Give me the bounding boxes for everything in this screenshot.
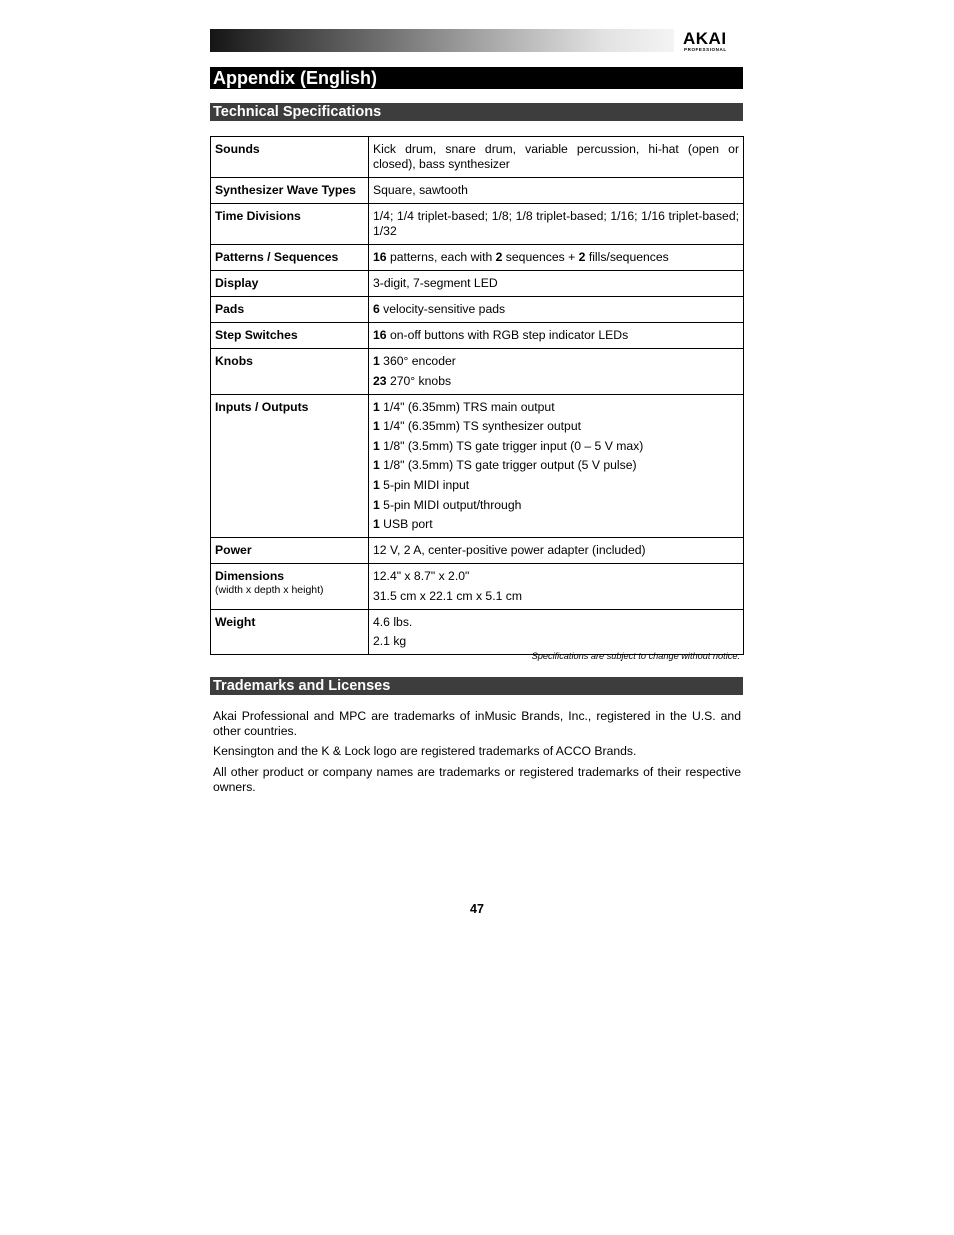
- spec-value-cell: [369, 564, 744, 610]
- spec-quantity: 1: [373, 477, 380, 492]
- spec-value-line: [373, 615, 739, 630]
- table-row: [211, 178, 744, 204]
- section-title: Technical Specifications: [213, 104, 382, 120]
- trademark-paragraph: Akai Professional and MPC are trademarks of inMusic Brands, Inc., registered in the U.S. and other countries.: [213, 709, 741, 738]
- akai-professional-logo: [683, 30, 741, 50]
- spec-quantity: 16: [373, 250, 387, 264]
- table-row: [211, 271, 744, 297]
- spec-text: 5-pin MIDI input: [379, 477, 470, 492]
- table-row: [211, 245, 744, 271]
- spec-quantity: 23: [373, 373, 387, 388]
- spec-quantity: 2: [495, 250, 503, 264]
- spec-quantity: 1: [373, 438, 380, 453]
- spec-text: 1/8" (3.5mm) TS gate trigger input (0 – 5 V max): [379, 438, 644, 453]
- spec-text: 5-pin MIDI output/through: [379, 497, 522, 512]
- spec-value-line: [373, 458, 739, 473]
- spec-text: 12 V, 2 A, center-positive power adapter (included): [373, 543, 646, 558]
- spec-quantity: 1: [373, 497, 380, 512]
- spec-quantity: 2: [578, 250, 586, 264]
- spec-label: Synthesizer Wave Types: [215, 183, 356, 197]
- spec-value-line: [373, 543, 739, 558]
- spec-quantity: 1: [373, 419, 380, 434]
- table-row: [211, 137, 744, 178]
- page-title-bar: [210, 67, 743, 89]
- trademark-paragraph: Kensington and the K & Lock logo are registered trademarks of ACCO Brands.: [213, 744, 637, 758]
- table-row: [211, 564, 744, 610]
- spec-value-line: [373, 354, 739, 369]
- spec-text: 1/8" (3.5mm) TS gate trigger output (5 V pulse): [379, 458, 637, 473]
- spec-sublabel: (width x depth x height): [215, 584, 324, 597]
- spec-quantity: 1: [373, 458, 380, 473]
- spec-value-cell: [369, 394, 744, 538]
- spec-value-cell: [369, 609, 744, 655]
- spec-label-cell: [211, 271, 369, 297]
- table-row: [211, 394, 744, 538]
- section-heading-trademarks: [210, 677, 743, 695]
- spec-text: sequences +: [502, 250, 579, 264]
- spec-label: Inputs / Outputs: [215, 399, 309, 414]
- logo-subtitle: PROFESSIONAL: [684, 47, 727, 52]
- specs-table: [210, 136, 744, 655]
- spec-quantity: 16: [373, 328, 387, 342]
- page-title: Appendix (English): [213, 68, 377, 88]
- spec-note: Specifications are subject to change without notice.: [531, 651, 740, 661]
- spec-label: Knobs: [215, 354, 253, 368]
- spec-text: 1/4" (6.35mm) TS synthesizer output: [379, 419, 581, 434]
- spec-value-line: [373, 589, 739, 604]
- spec-label-cell: [211, 178, 369, 204]
- spec-value-cell: [369, 245, 744, 271]
- spec-value-line: [373, 419, 739, 434]
- spec-label: Display: [215, 276, 259, 290]
- spec-label: Patterns / Sequences: [215, 250, 339, 264]
- spec-value-cell: [369, 538, 744, 564]
- spec-value-line: [373, 517, 739, 532]
- spec-quantity: 1: [373, 399, 380, 414]
- spec-label-cell: [211, 609, 369, 655]
- spec-text: Square, sawtooth: [373, 183, 468, 197]
- spec-value-line: [373, 400, 739, 415]
- spec-label-cell: [211, 245, 369, 271]
- spec-label: Dimensions: [215, 569, 285, 584]
- spec-value-cell: [369, 137, 744, 178]
- spec-value-cell: [369, 271, 744, 297]
- spec-value-line: [373, 328, 739, 343]
- spec-text: 1/4; 1/4 triplet-based; 1/8; 1/8 triplet-based; 1/16; 1/16 triplet-based; 1/32: [373, 209, 739, 238]
- spec-value-line: [373, 634, 739, 649]
- spec-value-line: [373, 478, 739, 493]
- spec-value-line: [373, 209, 739, 239]
- spec-text: 2.1 kg: [373, 634, 407, 649]
- spec-label-cell: [211, 323, 369, 349]
- spec-label: Time Divisions: [215, 209, 301, 223]
- header-gradient-bar: [210, 29, 674, 52]
- spec-label-cell: [211, 394, 369, 538]
- table-row: [211, 204, 744, 245]
- spec-text: fills/sequences: [585, 250, 669, 264]
- page-number: 47: [470, 902, 484, 916]
- table-row: [211, 609, 744, 655]
- spec-text: 270° knobs: [386, 373, 452, 388]
- spec-label-cell: [211, 564, 369, 610]
- spec-text: 4.6 lbs.: [373, 614, 413, 629]
- spec-text: velocity-sensitive pads: [379, 302, 506, 316]
- table-row: [211, 538, 744, 564]
- spec-label-cell: [211, 297, 369, 323]
- logo-wordmark: AKAI: [683, 29, 727, 48]
- spec-label-cell: [211, 137, 369, 178]
- spec-quantity: 1: [373, 517, 380, 532]
- spec-label: Step Switches: [215, 328, 298, 342]
- spec-value-line: [373, 374, 739, 389]
- spec-value-line: [373, 183, 739, 198]
- spec-text: USB port: [379, 517, 433, 532]
- table-row: [211, 297, 744, 323]
- spec-label-cell: [211, 349, 369, 395]
- section-heading-tech-specs: [210, 103, 743, 121]
- spec-value-line: [373, 250, 739, 265]
- spec-quantity: 6: [373, 302, 380, 316]
- section-title: Trademarks and Licenses: [213, 678, 391, 694]
- spec-value-line: [373, 439, 739, 454]
- spec-text: 3-digit, 7-segment LED: [373, 276, 498, 290]
- spec-label: Pads: [215, 302, 245, 316]
- spec-value-cell: [369, 178, 744, 204]
- table-row: [211, 349, 744, 395]
- spec-quantity: 1: [373, 354, 380, 368]
- spec-value-cell: [369, 323, 744, 349]
- spec-text: on-off buttons with RGB step indicator LEDs: [386, 328, 629, 342]
- spec-label: Sounds: [215, 142, 260, 156]
- spec-value-line: [373, 276, 739, 291]
- spec-text: 12.4" x 8.7" x 2.0": [373, 569, 470, 584]
- spec-value-cell: [369, 204, 744, 245]
- spec-value-line: [373, 569, 739, 584]
- spec-value-line: [373, 498, 739, 513]
- spec-text: patterns, each with: [386, 250, 496, 264]
- spec-label-cell: [211, 538, 369, 564]
- spec-value-line: [373, 142, 739, 172]
- spec-value-cell: [369, 349, 744, 395]
- trademark-paragraph: All other product or company names are trademarks or registered trademarks of their respective owners.: [213, 765, 741, 794]
- spec-text: 360° encoder: [379, 354, 456, 368]
- spec-text: Kick drum, snare drum, variable percussion, hi-hat (open or closed), bass synthesizer: [373, 142, 739, 171]
- spec-text: 31.5 cm x 22.1 cm x 5.1 cm: [373, 588, 523, 603]
- spec-label-cell: [211, 204, 369, 245]
- spec-value-cell: [369, 297, 744, 323]
- table-row: [211, 323, 744, 349]
- spec-label: Power: [215, 543, 252, 558]
- spec-text: 1/4" (6.35mm) TRS main output: [379, 399, 555, 414]
- spec-value-line: [373, 302, 739, 317]
- spec-label: Weight: [215, 614, 256, 629]
